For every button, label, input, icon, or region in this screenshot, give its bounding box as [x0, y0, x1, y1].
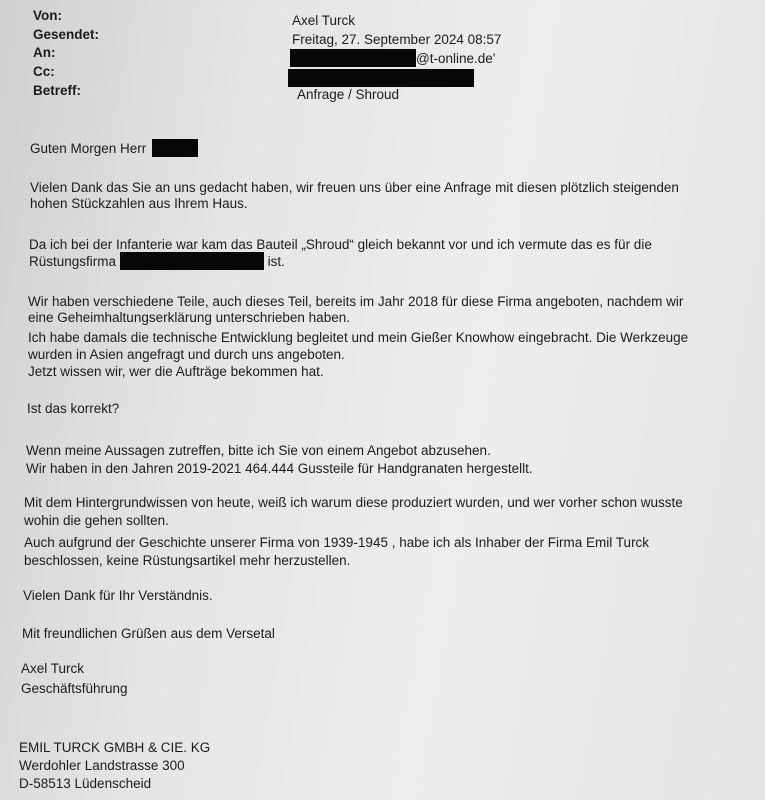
- footer-company: EMIL TURCK GMBH & CIE. KG: [19, 740, 211, 755]
- to-value: [290, 49, 495, 67]
- subject-value: Anfrage / Shroud: [297, 87, 400, 102]
- paragraph-line: beschlossen, keine Rüstungsartikel mehr herzustellen.: [24, 553, 351, 568]
- redaction-bar: [288, 69, 474, 87]
- paragraph-line: wohin die gehen sollten.: [24, 513, 169, 528]
- paragraph-line: wurden in Asien angefragt und durch uns angeboten.: [28, 347, 345, 362]
- paragraph-line: Wir haben verschiedene Teile, auch dieses Teil, bereits im Jahr 2018 für diese Firma angeboten, nachdem wir: [28, 294, 684, 309]
- redaction-bar: [290, 49, 416, 67]
- paragraph-line: Wir haben in den Jahren 2019-2021 464.444 Gussteile für Handgranaten hergestellt.: [26, 461, 533, 476]
- footer-street: Werdohler Landstrasse 300: [19, 758, 185, 773]
- paragraph-line: Ich habe damals die technische Entwicklung begleitet und mein Gießer Knowhow eingebracht. Die Werkzeuge: [28, 330, 689, 345]
- paragraph-line: Jetzt wissen wir, wer die Aufträge bekommen hat.: [28, 364, 324, 379]
- paragraph-text: ist.: [267, 254, 285, 269]
- signature-title: Geschäftsführung: [21, 681, 128, 696]
- paragraph-line: Auch aufgrund der Geschichte unserer Firma von 1939-1945 , habe ich als Inhaber der Firma Emil Turck: [24, 535, 650, 550]
- sent-value: Freitag, 27. September 2024 08:57: [292, 32, 502, 47]
- label-subject: Betreff:: [33, 83, 82, 98]
- paragraph-line: Mit dem Hintergrundwissen von heute, weiß ich warum diese produziert wurden, und wer vorher schon wusste: [24, 495, 683, 510]
- label-sent: Gesendet:: [33, 27, 100, 42]
- thanks-line: Vielen Dank für Ihr Verständnis.: [23, 588, 213, 603]
- paragraph-line: hohen Stückzahlen aus Ihrem Haus.: [30, 196, 248, 211]
- paragraph-line: [29, 252, 285, 270]
- label-to: An:: [33, 45, 56, 60]
- paragraph-text: Rüstungsfirma: [29, 254, 117, 269]
- paragraph-line: Da ich bei der Infanterie war kam das Bauteil „Shroud“ gleich bekannt vor und ich vermute das es für die: [29, 237, 652, 252]
- paragraph-line: Ist das korrekt?: [27, 401, 120, 416]
- from-value: Axel Turck: [292, 13, 356, 28]
- to-suffix: @t-online.de': [416, 51, 496, 66]
- paragraph-line: Wenn meine Aussagen zutreffen, bitte ich Sie von einem Angebot abzusehen.: [26, 443, 491, 458]
- redaction-bar: [120, 252, 264, 270]
- label-cc: Cc:: [33, 64, 55, 79]
- paragraph-line: Vielen Dank das Sie an uns gedacht haben, wir freuen uns über eine Anfrage mit diesen plötzlich steigenden: [30, 180, 679, 195]
- greeting-line: [30, 139, 198, 157]
- redaction-bar: [152, 139, 198, 157]
- greeting-text: Guten Morgen Herr: [30, 141, 147, 156]
- paragraph-line: eine Geheimhaltungserklärung unterschrieben haben.: [28, 310, 350, 325]
- footer-city: D-58513 Lüdenscheid: [19, 776, 152, 791]
- closing-line: Mit freundlichen Grüßen aus dem Versetal: [22, 626, 275, 641]
- label-from: Von:: [33, 8, 62, 23]
- signature-name: Axel Turck: [21, 661, 85, 676]
- cc-value: [288, 69, 474, 87]
